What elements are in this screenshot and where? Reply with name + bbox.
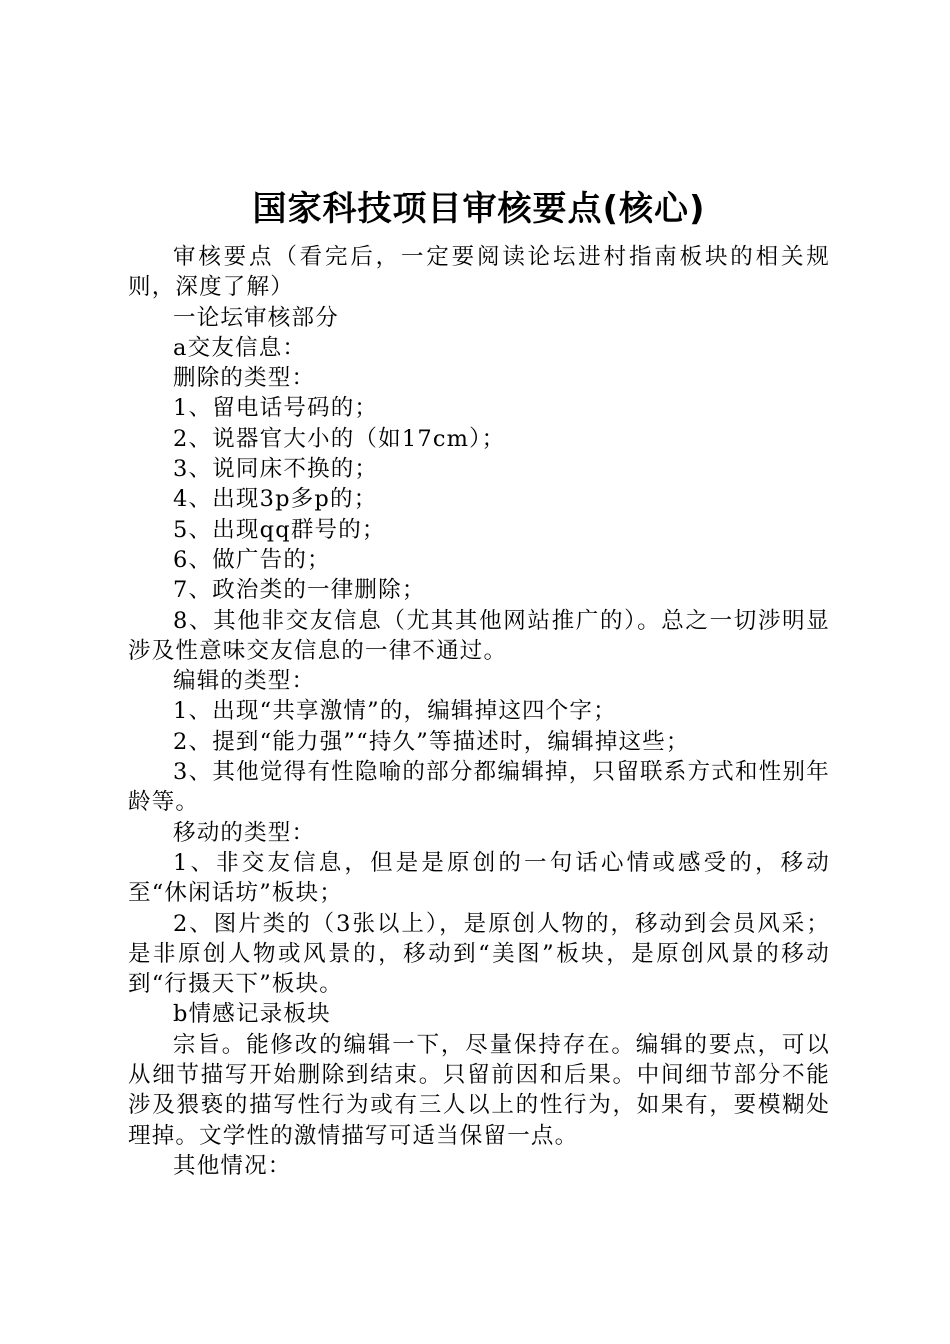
list-item: 8、其他非交友信息（尤其其他网站推广的）。总之一切涉明显涉及性意味交友信息的一律不通过。 [128,607,830,664]
list-item: 2、提到“能力强”“持久”等描述时，编辑掉这些； [173,728,690,755]
list-item: 4、出现3p多p的； [173,486,378,513]
category-heading: 移动的类型： [173,819,316,846]
category-heading: 编辑的类型： [173,668,316,695]
list-item: 3、说同床不换的； [173,456,379,483]
section-heading: 一论坛审核部分 [173,304,339,331]
list-item: 6、做广告的； [173,546,331,573]
subsection-heading: b情感记录板块 [173,1001,331,1028]
paragraph: 审核要点（看完后，一定要阅读论坛进村指南板块的相关规则，深度了解） [128,244,830,301]
document-title: 国家科技项目审核要点(核心) [252,189,706,229]
category-heading: 删除的类型： [173,365,316,392]
subsection-heading: a交友信息： [173,334,307,361]
list-item: 1、非交友信息，但是是原创的一句话心情或感受的，移动至“休闲话坊”板块； [128,849,830,907]
list-item: 1、出现“共享激情”的，编辑掉这四个字； [173,698,617,725]
list-item: 5、出现qq群号的； [173,516,386,543]
list-item: 2、说器官大小的（如17cm）； [173,425,506,452]
category-heading: 其他情况： [173,1152,292,1179]
paragraph: 宗旨。能修改的编辑一下，尽量保持存在。编辑的要点，可以从细节描写开始删除到结束。只留前因和后果。中间细节部分不能涉及猥亵的描写性行为或有三人以上的性行为，如果有，要模糊处理掉。文学性的激情描写可适当保留一点。 [128,1031,830,1149]
list-item: 1、留电话号码的； [173,395,379,422]
list-item: 7、政治类的一律删除； [173,577,426,604]
document-body [128,242,830,1181]
list-item: 3、其他觉得有性隐喻的部分都编辑掉，只留联系方式和性别年龄等。 [128,759,830,816]
list-item: 2、图片类的（3张以上），是原创人物的，移动到会员风采；是非原创人物或风景的，移动到“美图”板块，是原创风景的移动到“行摄天下”板块。 [128,910,830,998]
